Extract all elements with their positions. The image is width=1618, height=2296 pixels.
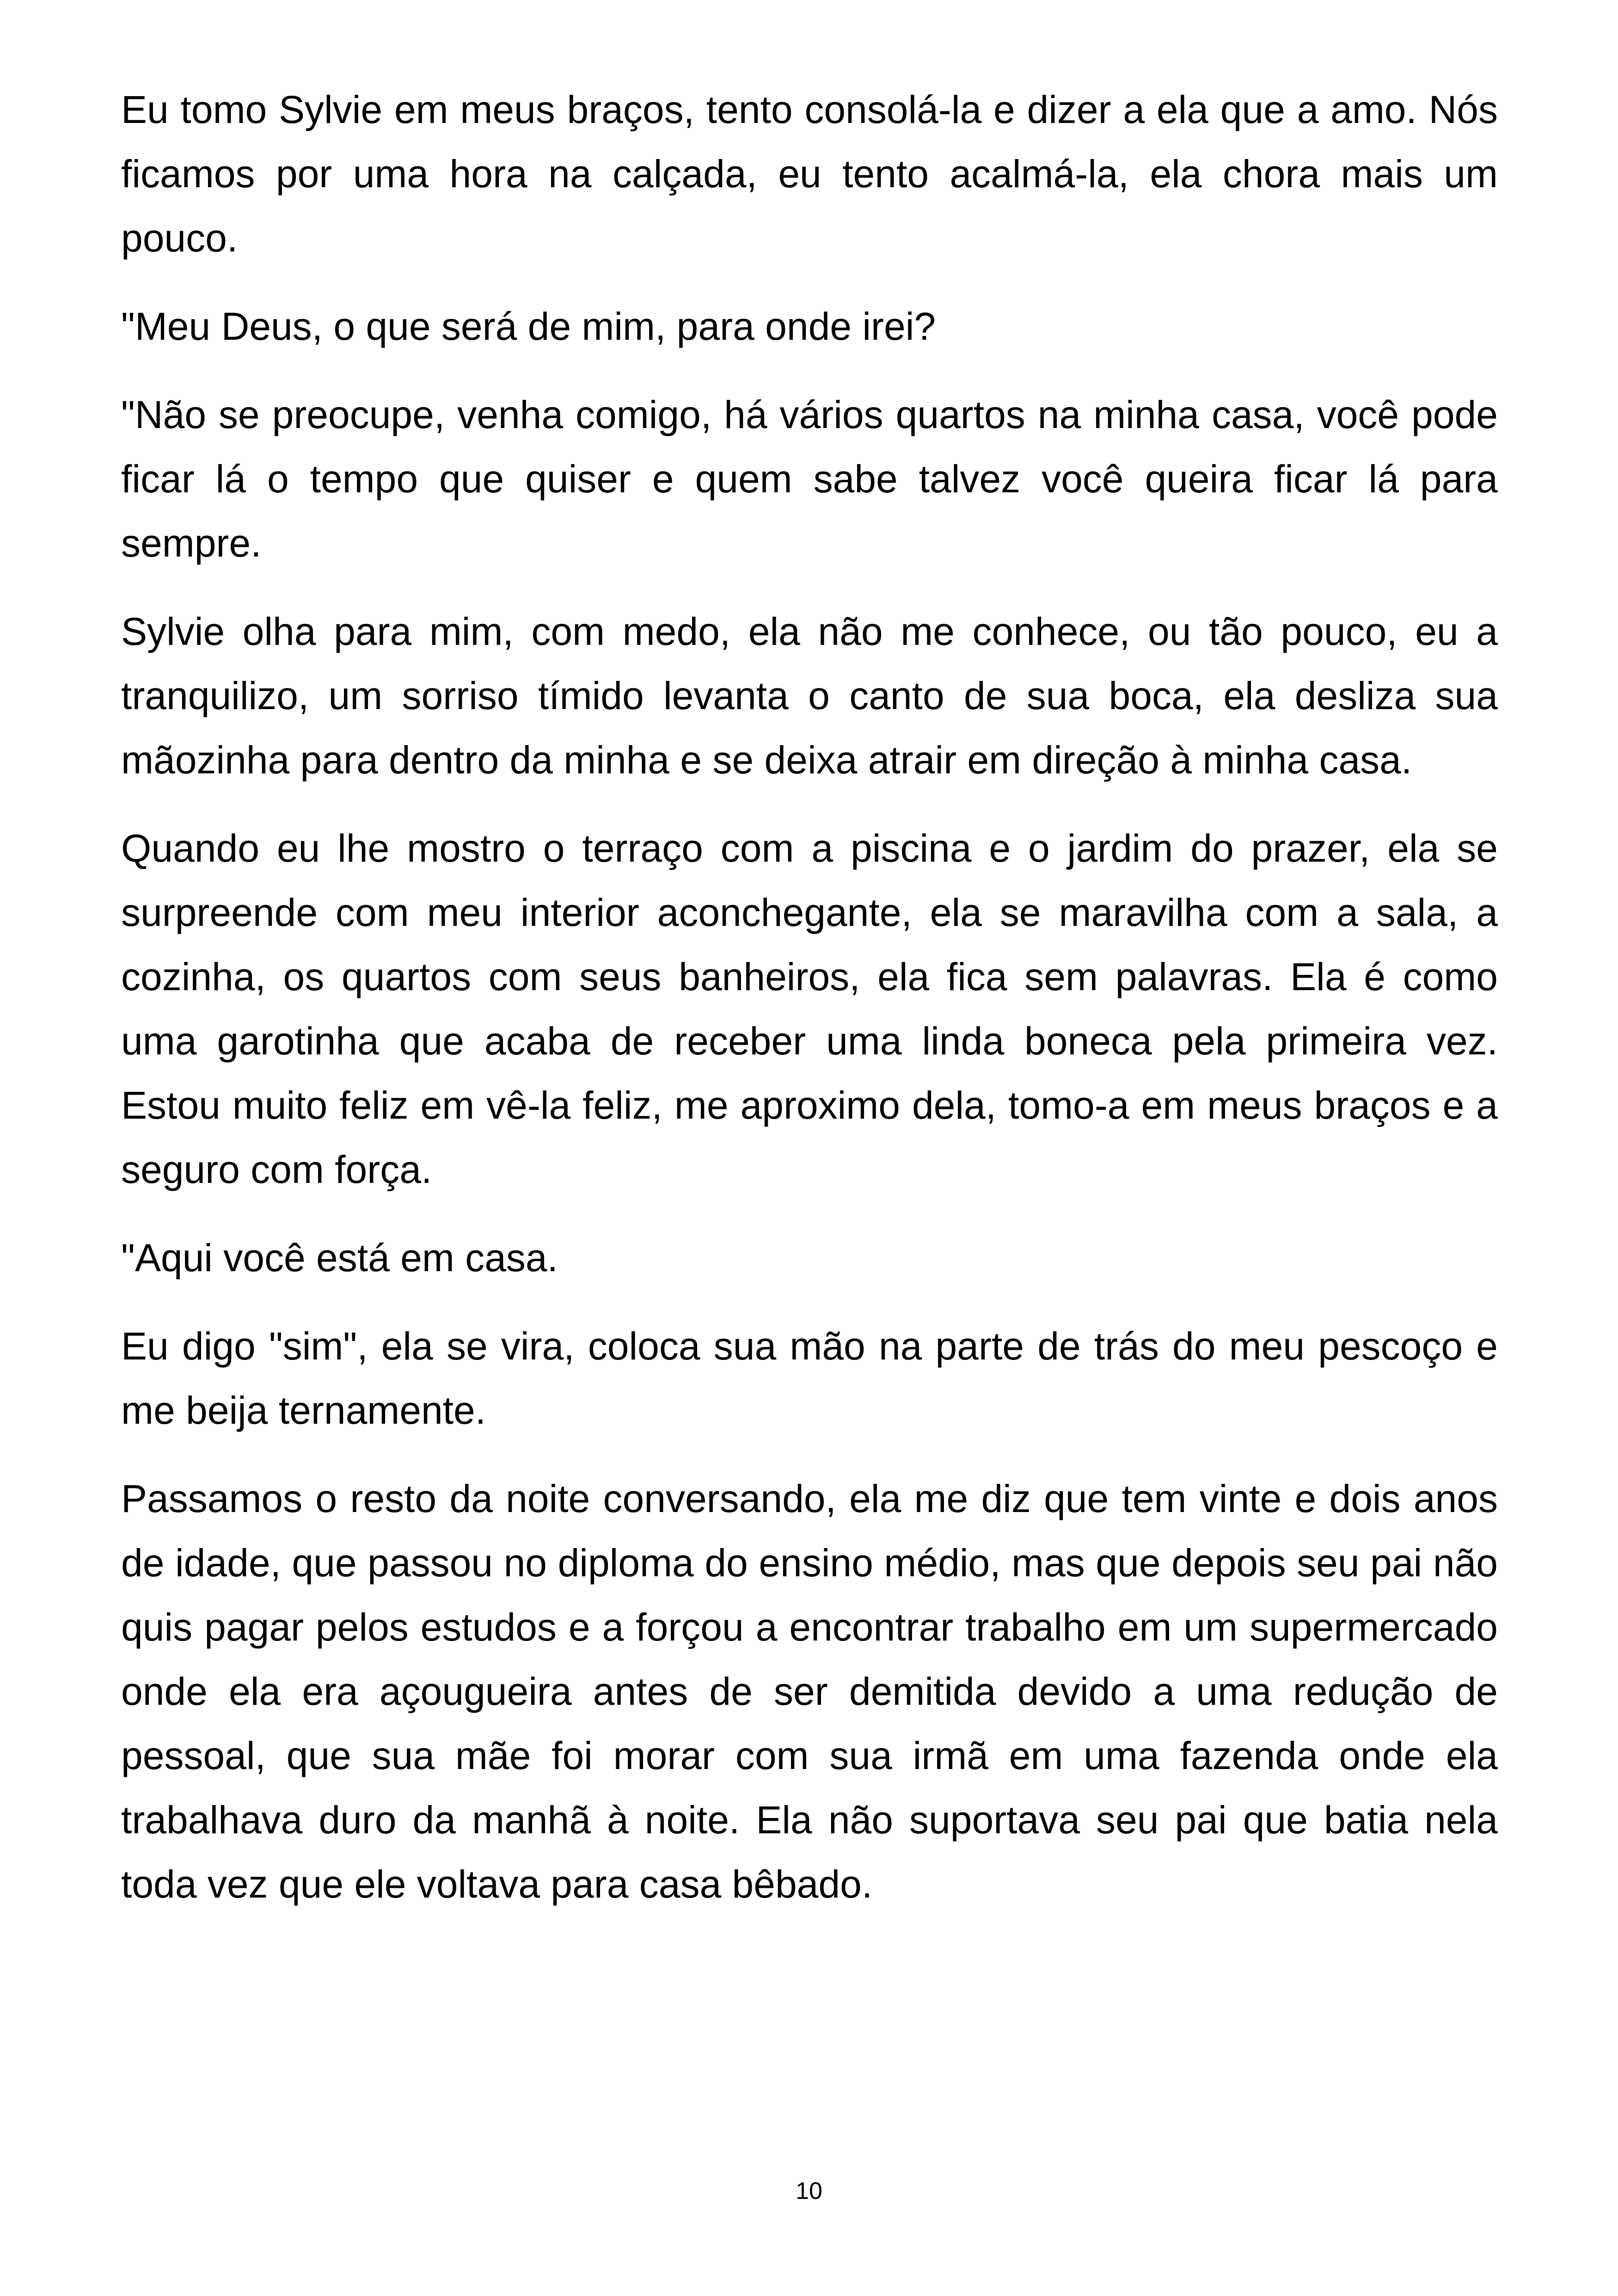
paragraph-7: Eu digo "sim", ela se vira, coloca sua mão na parte de trás do meu pescoço e me beija ternamente. — [121, 1324, 1498, 1432]
paragraph-2: "Meu Deus, o que será de mim, para onde irei? — [121, 305, 936, 348]
paragraph-3: "Não se preocupe, venha comigo, há vários quartos na minha casa, você pode ficar lá o tempo que quiser e quem sabe talvez você queira ficar lá para sempre. — [121, 393, 1498, 565]
paragraph-5: Quando eu lhe mostro o terraço com a piscina e o jardim do prazer, ela se surpreende com meu interior aconchegante, ela se maravilha com a sala, a cozinha, os quartos com seus banheiros, ela fica sem palavras. Ela é como uma garotinha que acaba de receber uma linda boneca pela primeira vez. Estou muito feliz em vê-la feliz, me aproximo dela, tomo-a em meus braços e a seguro com força. — [121, 827, 1498, 1191]
body-text — [121, 78, 1498, 1941]
paragraph-1: Eu tomo Sylvie em meus braços, tento consolá-la e dizer a ela que a amo. Nós ficamos por uma hora na calçada, eu tento acalmá-la, ela chora mais um pouco. — [121, 88, 1498, 260]
paragraph-8: Passamos o resto da noite conversando, ela me diz que tem vinte e dois anos de idade, que passou no diploma do ensino médio, mas que depois seu pai não quis pagar pelos estudos e a forçou a encontrar trabalho em um supermercado onde ela era açougueira antes de ser demitida devido a uma redução de pessoal, que sua mãe foi morar com sua irmã em uma fazenda onde ela trabalhava duro da manhã à noite. Ela não suportava seu pai que batia nela toda vez que ele voltava para casa bêbado. — [121, 1477, 1498, 1906]
paragraph-6: "Aqui você está em casa. — [121, 1236, 558, 1280]
page-number: 10 — [796, 2178, 822, 2204]
paragraph-4: Sylvie olha para mim, com medo, ela não me conhece, ou tão pouco, eu a tranquilizo, um sorriso tímido levanta o canto de sua boca, ela desliza sua mãozinha para dentro da minha e se deixa atrair em direção à minha casa. — [121, 610, 1498, 782]
